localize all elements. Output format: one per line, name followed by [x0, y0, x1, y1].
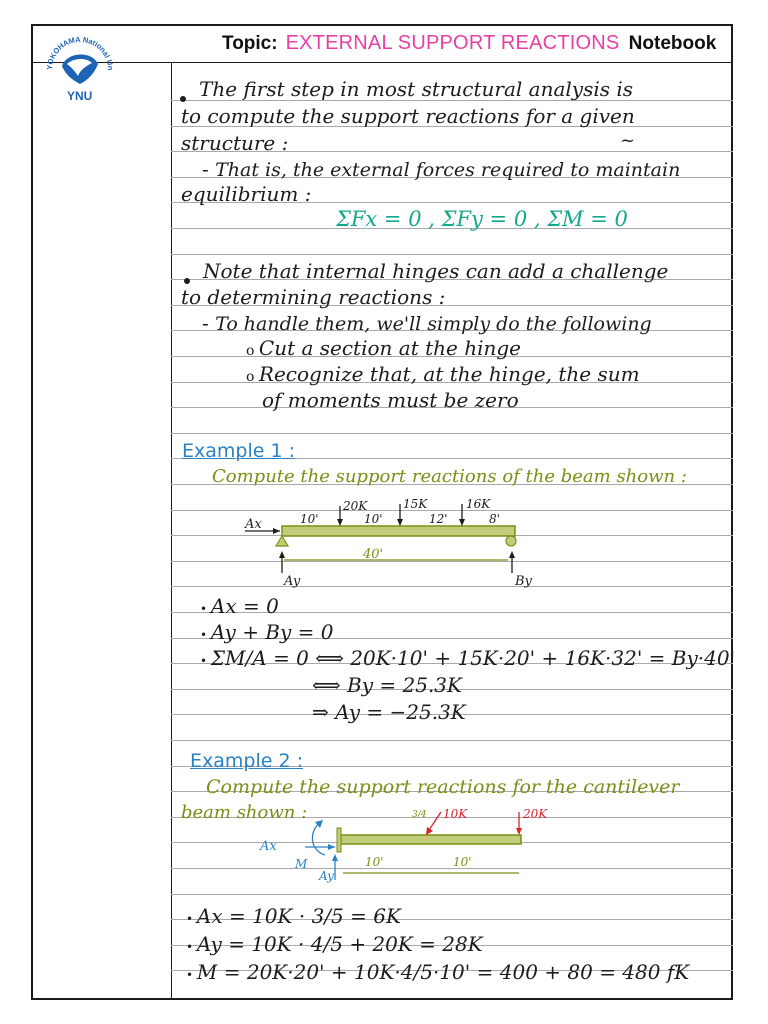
solution-line: • M = 20K·20' + 10K·4/5·10' = 400 + 80 = 480 fK — [186, 960, 690, 984]
note-line: structure : — [181, 131, 289, 155]
rule-line — [171, 740, 733, 741]
example1-prompt: Compute the support reactions of the beam shown : — [212, 466, 687, 487]
span-label: 10' — [364, 512, 383, 526]
ynu-logo — [37, 23, 144, 106]
note-line: equilibrium : — [181, 182, 312, 206]
beam — [282, 526, 515, 536]
reaction-label: Ay — [319, 869, 334, 883]
solution-line: • ΣM/A = 0 ⟺ 20K·10' + 15K·20' + 16K·32' = By·40' — [200, 646, 736, 670]
note-line: ‐ That is, the external forces required to maintain — [202, 157, 681, 181]
solution-line: ⇒ Ay = −25.3K — [312, 700, 466, 724]
logo-text: YNU — [67, 89, 93, 103]
load-label: 20K — [343, 499, 368, 513]
span-label: 10' — [453, 855, 472, 869]
rule-line — [171, 894, 733, 895]
reaction-label: M — [295, 857, 308, 871]
roller-support — [506, 536, 516, 546]
example2-prompt: Compute the support reactions for the cantilever — [206, 776, 680, 798]
note-line: o Cut a section at the hinge — [246, 336, 521, 360]
load-label: 20K — [523, 807, 548, 821]
load-label: 15K — [403, 497, 428, 511]
note-line: Note that internal hinges can add a challenge — [203, 259, 669, 283]
solution-line: • Ax = 0 — [200, 594, 279, 618]
span-label: 10' — [365, 855, 384, 869]
note-line: The first step in most structural analysis is — [199, 77, 634, 101]
example1-beam-diagram — [240, 495, 540, 595]
topic-header — [222, 32, 716, 55]
fixed-support — [337, 828, 341, 852]
solution-line: • Ax = 10K · 3/5 = 6K — [186, 904, 401, 928]
reaction-label: Ax — [260, 839, 277, 854]
note-line: of moments must be zero — [262, 388, 519, 412]
rule-line — [171, 433, 733, 434]
topic-label: Topic: — [222, 33, 278, 54]
note-line: ‐ To handle them, we'll simply do the following — [202, 311, 652, 335]
note-line: o Recognize that, at the hinge, the sum — [246, 362, 640, 386]
load-label: 10K — [443, 807, 468, 821]
pin-support — [276, 536, 288, 546]
span-label: 8' — [489, 512, 500, 526]
bullet — [184, 278, 190, 284]
reaction-label: Ay — [284, 574, 301, 589]
tilde-mark: ~ — [620, 130, 636, 151]
note-line: to determining reactions : — [181, 285, 446, 309]
span-label: 12' — [429, 512, 448, 526]
example2-beam-diagram — [255, 800, 555, 885]
beam — [341, 835, 521, 844]
solution-line: • Ay + By = 0 — [200, 620, 334, 644]
example1-title: Example 1 : — [182, 440, 295, 462]
note-line: to compute the support reactions for a given — [181, 104, 635, 128]
notebook-label: Notebook — [628, 33, 717, 54]
bullet — [180, 96, 186, 102]
solution-line: • Ay = 10K · 4/5 + 20K = 28K — [186, 932, 483, 956]
span-label: 10' — [300, 512, 319, 526]
solution-line: ⟺ By = 25.3K — [312, 673, 462, 697]
example2-title: Example 2 : — [190, 750, 303, 772]
topic-value: EXTERNAL SUPPORT REACTIONS — [285, 32, 620, 54]
logo-ring-text: YOKOHAMA National University — [37, 23, 116, 71]
slope-label: 3/4 — [412, 810, 427, 820]
reaction-label: By — [515, 574, 532, 589]
reaction-label: Ax — [245, 517, 262, 532]
load-label: 16K — [466, 497, 491, 511]
example2-prompt: beam shown : — [181, 802, 308, 823]
equilibrium-equation: ΣFx = 0 , ΣFy = 0 , ΣM = 0 — [336, 207, 628, 231]
rule-line — [171, 254, 733, 255]
total-span-label: 40' — [363, 547, 384, 562]
